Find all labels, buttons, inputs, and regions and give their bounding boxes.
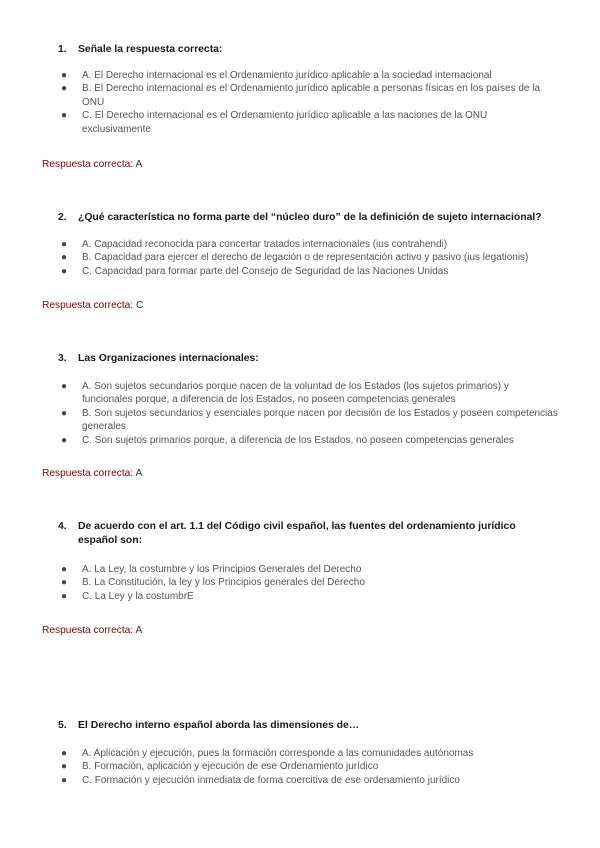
option-c [58,434,558,447]
option-text: A. La Ley, la costumbre y los Principios Generales del Derecho [82,564,362,575]
question-number: 3. [58,353,67,364]
question-4-answer [42,624,142,638]
bullet-icon: ● [61,265,68,277]
question-3-title [58,352,548,366]
question-5-options [58,747,558,787]
option-text: A. El Derecho internacional es el Ordenamiento jurídico aplicable a la sociedad internacional [82,70,492,81]
option-b [58,251,558,264]
question-text: Señale la respuesta correcta: [78,44,223,55]
answer-label: Respuesta correcta: [42,159,134,170]
question-number: 5. [58,720,67,731]
option-text: C. El Derecho internacional es el Ordenamiento jurídico aplicable a las naciones de la ONU exclusivamente [82,110,488,135]
option-text: B. Capacidad para ejercer el derecho de legación o de representación activo y pasivo (ius legationis) [82,252,529,264]
option-c [58,109,558,136]
option-text: A. Aplicación y ejecución, pues la formación corresponde a las comunidades autónomas [82,748,474,759]
option-b [58,576,558,589]
option-b [58,760,558,773]
question-text: Las Organizaciones internacionales: [78,353,259,364]
question-text: De acuerdo con el art. 1.1 del Código civil español, las fuentes del ordenamiento jurídico español son: [78,521,516,546]
option-text: B. La Constitución, la ley y los Principios generales del Derecho [82,577,365,589]
option-text: B. El Derecho internacional es el Ordenamiento jurídico aplicable a personas físicas en los países de la ONU [82,83,541,108]
question-number: 2. [58,212,67,223]
question-number: 1. [58,44,67,55]
question-text: El Derecho interno español aborda las dimensiones de… [78,720,360,731]
answer-value: A [135,625,143,636]
option-b [58,82,558,109]
bullet-icon: ● [61,407,68,419]
question-1-title [58,43,548,57]
bullet-icon: ● [61,70,68,81]
bullet-icon: ● [61,252,68,264]
answer-label: Respuesta correcta: [42,468,134,479]
bullet-icon: ● [61,381,68,392]
question-2-title [58,211,548,225]
question-4-title [58,520,548,548]
question-5-title [58,719,548,733]
bullet-icon: ● [61,774,68,786]
option-a [58,69,558,82]
question-2-answer [42,299,143,313]
option-c [58,774,558,787]
option-text: C. La Ley y la costumbrE [82,590,194,602]
bullet-icon: ● [61,110,68,122]
option-text: A. Capacidad reconocida para concertar tratados internacionales (ius contrahendi) [82,239,448,250]
bullet-icon: ● [61,577,68,589]
answer-label: Respuesta correcta: [42,300,134,311]
option-c [58,265,558,278]
bullet-icon: ● [61,748,68,759]
option-a [58,747,558,760]
bullet-icon: ● [61,590,68,602]
option-text: A. Son sujetos secundarios porque nacen de la voluntad de los Estados (los sujetos primarios) y funcionales porque, a diferencia de los Estados, no poseen competencias generales [82,381,509,406]
question-3-answer [42,467,142,481]
option-c [58,590,558,603]
question-4-options [58,563,558,603]
option-a [58,238,558,251]
bullet-icon: ● [61,239,68,250]
option-a [58,563,558,576]
bullet-icon: ● [61,83,68,95]
question-1-answer [42,158,142,172]
answer-label: Respuesta correcta: [42,625,134,636]
answer-value: A [135,159,143,170]
option-a [58,380,558,407]
option-text: B. Son sujetos secundarios y esenciales porque nacen por decisión de los Estados y poseen competencias generales [82,407,558,433]
option-text: B. Formación, aplicación y ejecución de ese Ordenamiento jurídico [82,761,379,773]
option-b [58,407,558,434]
answer-value: A [135,468,143,479]
option-text: C. Capacidad para formar parte del Consejo de Seguridad de las Naciones Unidas [82,265,449,277]
question-number: 4. [58,521,67,532]
option-text: C. Son sujetos primarios porque, a diferencia de los Estados, no poseen competencias generales [82,434,514,446]
bullet-icon: ● [61,761,68,773]
option-text: C. Formación y ejecución inmediata de forma coercitiva de ese ordenamiento jurídico [82,774,460,786]
question-1-options [58,69,558,136]
question-2-options [58,238,558,278]
bullet-icon: ● [61,434,68,446]
bullet-icon: ● [61,564,68,575]
answer-value: C [136,300,144,311]
question-3-options [58,380,558,447]
question-text: ¿Qué característica no forma parte del “núcleo duro” de la definición de sujeto internacional? [78,212,542,223]
